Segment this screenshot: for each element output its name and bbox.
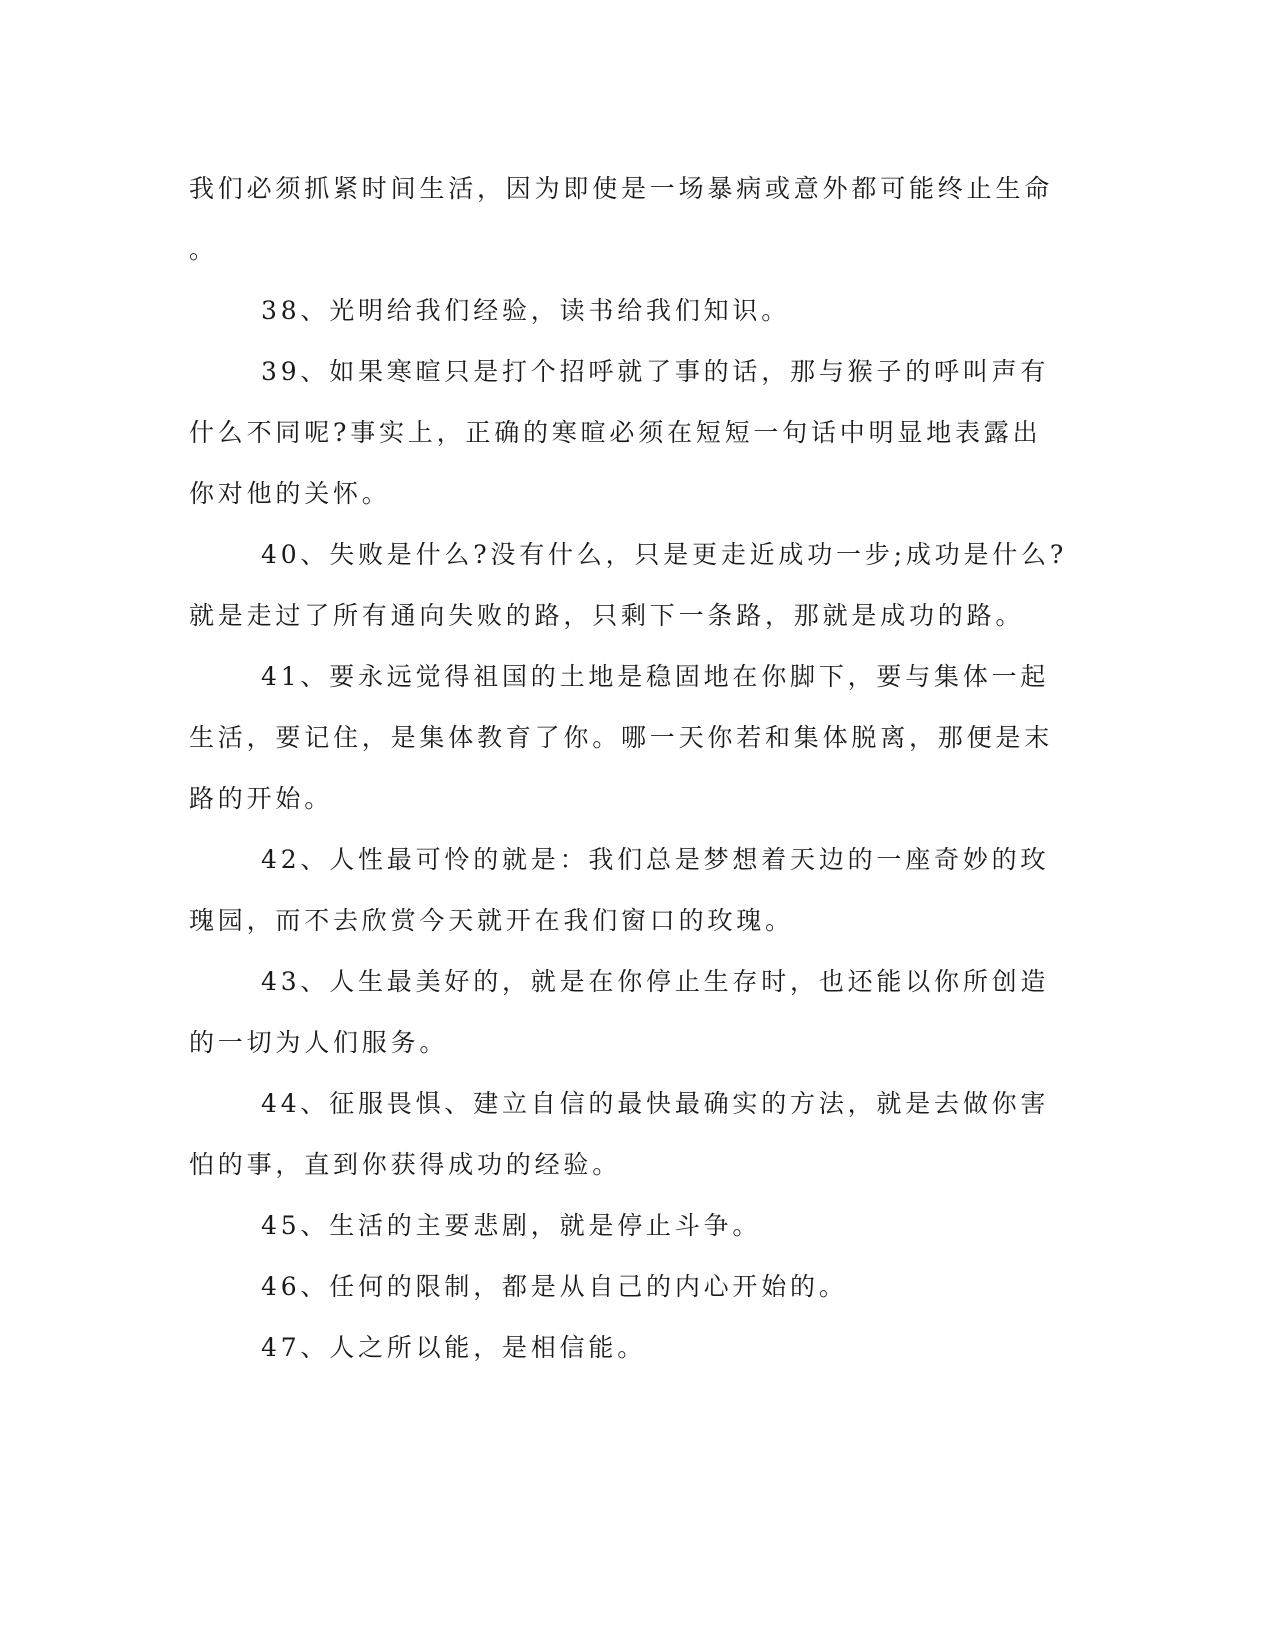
document-body [189,158,1069,1378]
quote-41: 41、要永远觉得祖国的土地是稳固地在你脚下，要与集体一起生活，要记住，是集体教育了你。哪一天你若和集体脱离，那便是末路的开始。 [189,662,1054,813]
quote-40: 40、失败是什么?没有什么，只是更走近成功一步;成功是什么?就是走过了所有通向失败的路，只剩下一条路，那就是成功的路。 [189,540,1068,630]
quote-47: 47、人之所以能，是相信能。 [261,1333,647,1362]
quote-44: 44、征服畏惧、建立自信的最快最确实的方法，就是去做你害怕的事，直到你获得成功的经验。 [189,1089,1050,1179]
continued-line-1: 我们必须抓紧时间生活，因为即使是一场暴病或意外都可能终止生命 [189,174,1054,203]
quote-42: 42、人性最可怜的就是：我们总是梦想着天边的一座奇妙的玫瑰园，而不去欣赏今天就开在我们窗口的玫瑰。 [189,845,1050,935]
quote-38: 38、光明给我们经验，读书给我们知识。 [261,296,791,325]
quote-46: 46、任何的限制，都是从自己的内心开始的。 [261,1272,848,1301]
continued-paragraph [189,158,1069,280]
continued-line-2: 。 [189,235,218,264]
quote-43: 43、人生最美好的，就是在你停止生存时，也还能以你所创造的一切为人们服务。 [189,967,1050,1057]
quote-45: 45、生活的主要悲剧，就是停止斗争。 [261,1211,762,1240]
quote-39: 39、如果寒暄只是打个招呼就了事的话，那与猴子的呼叫声有什么不同呢?事实上，正确的寒暄必须在短短一句话中明显地表露出你对他的关怀。 [189,357,1050,508]
